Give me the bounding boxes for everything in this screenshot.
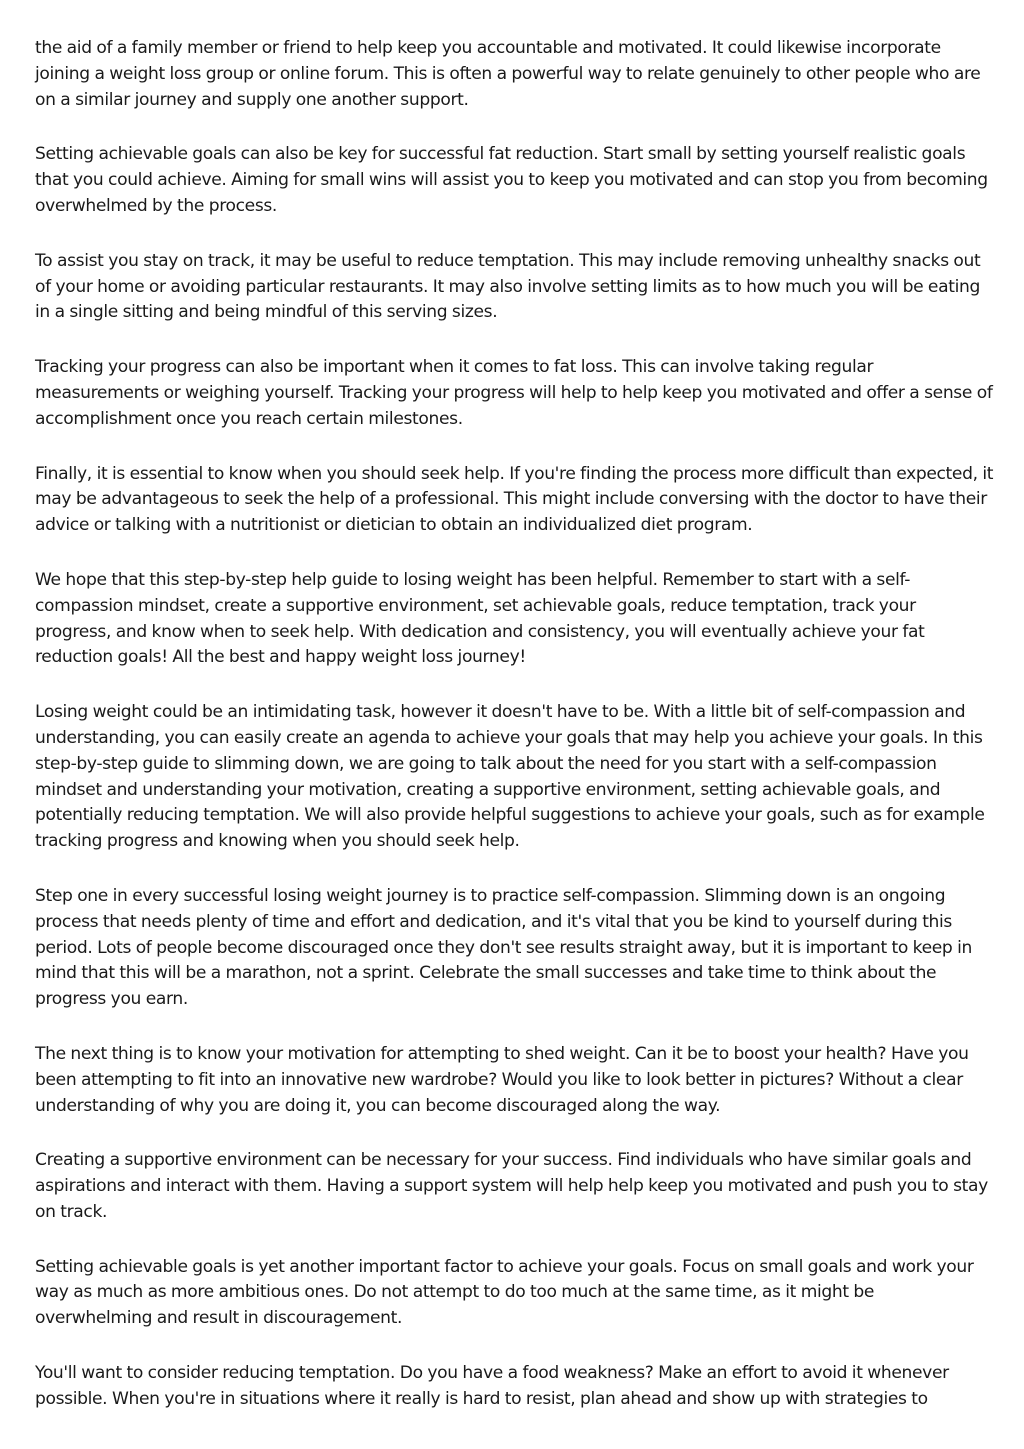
paragraph: Finally, it is essential to know when you should seek help. If you're finding the process more difficult than expected, it may be advantageous to seek the help of a professional. This might include conversing with the doctor to have their advice or talking with a nutritionist or dietician to obtain an individualized diet program. <box>35 463 994 536</box>
paragraph: the aid of a family member or friend to help keep you accountable and motivated. It could likewise incorporate joining a weight loss group or online forum. This is often a powerful way to relate genuinely to other people who are on a similar journey and supply one another support. <box>35 38 981 110</box>
document-body <box>35 36 995 1442</box>
paragraph: Losing weight could be an intimidating task, however it doesn't have to be. With a little bit of self-compassion and understanding, you can easily create an agenda to achieve your goals that may help you achieve your goals. In this step-by-step guide to slimming down, we are going to talk about the need for you start with a self-compassion mindset and understanding your motivation, creating a supportive environment, setting achievable goals, and potentially reducing temptation. We will also provide helpful suggestions to achieve your goals, such as for example tracking progress and knowing when you should seek help. <box>35 702 985 852</box>
paragraph: Setting achievable goals can also be key for successful fat reduction. Start small by setting yourself realistic goals that you could achieve. Aiming for small wins will assist you to keep you motivated and can stop you from becoming overwhelmed by the process. <box>35 144 988 216</box>
paragraph: To assist you stay on track, it may be useful to reduce temptation. This may include removing unhealthy snacks out of your home or avoiding particular restaurants. It may also involve setting limits as to how much you will be eating in a single sitting and being mindful of this serving sizes. <box>35 250 981 323</box>
paragraph: Tracking your progress can also be important when it comes to fat loss. This can involve taking regular measurements or weighing yourself. Tracking your progress will help to help keep you motivated and offer a sense of accomplishment once you reach certain milestones. <box>35 357 993 429</box>
paragraph: Step one in every successful losing weight journey is to practice self-compassion. Slimming down is an ongoing process that needs plenty of time and effort and dedication, and it's vital that you be kind to yourself during this period. Lots of people become discouraged once they don't see results straight away, but it is important to keep in mind that this will be a marathon, not a sprint. Celebrate the small successes and take time to think about the progress you earn. <box>35 885 973 1010</box>
paragraph: Creating a supportive environment can be necessary for your success. Find individuals who have similar goals and aspirations and interact with them. Having a support system will help help keep you motivated and push you to stay on track. <box>35 1150 988 1222</box>
paragraph: The next thing is to know your motivation for attempting to shed weight. Can it be to boost your health? Have you been attempting to fit into an innovative new wardrobe? Would you like to look better in pictures? Without a clear understanding of why you are doing it, you can become discouraged along the way. <box>35 1043 969 1116</box>
paragraph: You'll want to consider reducing temptation. Do you have a food weakness? Make an effort to avoid it whenever possible. When you're in situations where it really is hard to resist, plan ahead and show up with strategies to <box>35 1363 949 1409</box>
paragraph: We hope that this step-by-step help guide to losing weight has been helpful. Remember to start with a self-compassion mindset, create a supportive environment, set achievable goals, reduce temptation, track your progress, and know when to seek help. With dedication and consistency, you will eventually achieve your fat reduction goals! All the best and happy weight loss journey! <box>35 569 925 668</box>
paragraph: Setting achievable goals is yet another important factor to achieve your goals. Focus on small goals and work your way as much as more ambitious ones. Do not attempt to do too much at the same time, as it might be overwhelming and result in discouragement. <box>35 1256 974 1329</box>
